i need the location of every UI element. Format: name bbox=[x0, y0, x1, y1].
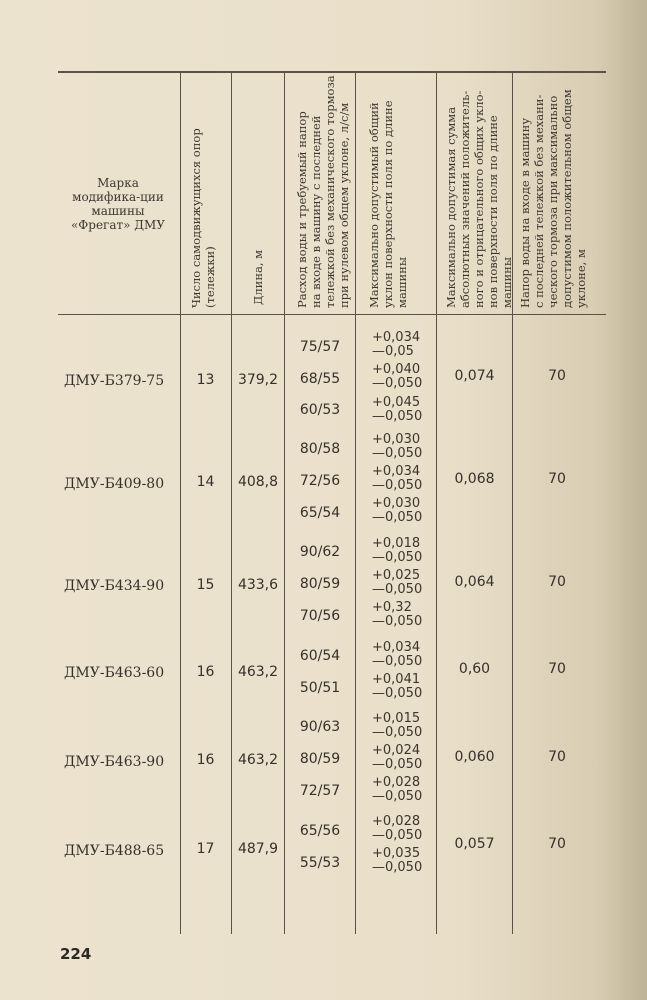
pressure-cell: 70 bbox=[548, 574, 566, 590]
flow-cell: 80/59 bbox=[299, 751, 341, 767]
slope-plus: +0,040 bbox=[372, 362, 421, 377]
model-cell: ДМУ-Б463-90 bbox=[64, 754, 165, 770]
header-line: допустимом положительном общем bbox=[560, 89, 574, 308]
column-divider bbox=[180, 72, 181, 934]
slope-minus: —0,050 bbox=[372, 376, 423, 391]
length-cell: 463,2 bbox=[237, 664, 279, 680]
slope-plus: +0,034 bbox=[372, 640, 421, 655]
slope-pair bbox=[372, 537, 422, 565]
slope-minus: —0,050 bbox=[372, 828, 423, 843]
header-line: уклон поверхности поля по длине bbox=[381, 100, 395, 308]
header-rule bbox=[58, 314, 606, 315]
pressure-cell: 70 bbox=[548, 749, 566, 765]
header-line: Напор воды на входе в машину bbox=[518, 117, 532, 308]
column-divider bbox=[436, 72, 437, 934]
header-line: Максимально допустимый общий bbox=[367, 102, 381, 308]
header-line: уклоне, м bbox=[574, 249, 588, 308]
slope-pair bbox=[372, 712, 422, 740]
slope-plus: +0,028 bbox=[372, 814, 421, 829]
sum-cell: 0,057 bbox=[454, 836, 495, 852]
slope-minus: —0,050 bbox=[372, 789, 423, 804]
model-cell: ДМУ-Б409-80 bbox=[64, 476, 165, 492]
supports-cell: 16 bbox=[196, 664, 215, 680]
header-line: на входе в машину с последней bbox=[309, 115, 323, 308]
slope-minus: —0,050 bbox=[372, 860, 423, 875]
slope-pair bbox=[372, 569, 422, 597]
sum-cell: 0,060 bbox=[454, 749, 495, 765]
top-rule bbox=[58, 71, 606, 73]
supports-cell: 13 bbox=[196, 372, 215, 388]
slope-minus: —0,050 bbox=[372, 550, 423, 565]
slope-pair bbox=[372, 497, 422, 525]
length-cell: 463,2 bbox=[237, 752, 279, 768]
slope-pair bbox=[372, 396, 422, 424]
supports-cell: 14 bbox=[196, 474, 215, 490]
slope-minus: —0,050 bbox=[372, 686, 423, 701]
slope-plus: +0,32 bbox=[372, 600, 412, 615]
header-line: ного и отрицательного общих укло- bbox=[472, 90, 486, 308]
flow-cell: 65/54 bbox=[299, 505, 341, 521]
slope-plus: +0,018 bbox=[372, 536, 421, 551]
header-line: Число самодвижущихся опор bbox=[189, 128, 203, 308]
column-divider bbox=[231, 72, 232, 934]
flow-cell: 55/53 bbox=[299, 855, 341, 871]
flow-cell: 68/55 bbox=[299, 371, 341, 387]
pressure-cell: 70 bbox=[548, 661, 566, 677]
flow-cell: 70/56 bbox=[299, 608, 341, 624]
header-line: Максимально допустимая сумма bbox=[444, 106, 458, 308]
header-line: нов поверхности поля по длине bbox=[486, 115, 500, 308]
slope-plus: +0,028 bbox=[372, 775, 421, 790]
slope-pair bbox=[372, 776, 422, 804]
slope-plus: +0,024 bbox=[372, 743, 421, 758]
length-cell: 433,6 bbox=[237, 577, 279, 593]
slope-plus: +0,030 bbox=[372, 432, 421, 447]
flow-cell: 75/57 bbox=[299, 339, 341, 355]
slope-pair bbox=[372, 673, 422, 701]
slope-minus: —0,050 bbox=[372, 409, 423, 424]
header-line: тележкой без механического тормоза bbox=[323, 75, 337, 308]
slope-minus: —0,050 bbox=[372, 478, 423, 493]
model-cell: ДМУ-Б434-90 bbox=[64, 578, 165, 594]
model-cell: ДМУ-Б379-75 bbox=[64, 373, 165, 389]
slope-pair bbox=[372, 847, 422, 875]
column-divider bbox=[355, 72, 356, 934]
header-line: машины bbox=[500, 257, 514, 308]
sum-cell: 0,064 bbox=[454, 574, 495, 590]
flow-cell: 80/59 bbox=[299, 576, 341, 592]
column-divider bbox=[284, 72, 285, 934]
slope-pair bbox=[372, 641, 422, 669]
model-cell: ДМУ-Б463-60 bbox=[64, 665, 165, 681]
slope-minus: —0,050 bbox=[372, 446, 423, 461]
pressure-cell: 70 bbox=[548, 368, 566, 384]
slope-plus: +0,045 bbox=[372, 395, 421, 410]
slope-pair bbox=[372, 433, 422, 461]
flow-cell: 90/62 bbox=[299, 544, 341, 560]
length-cell: 487,9 bbox=[237, 841, 279, 857]
slope-minus: —0,050 bbox=[372, 510, 423, 525]
flow-cell: 90/63 bbox=[299, 719, 341, 735]
sum-cell: 0,074 bbox=[454, 368, 495, 384]
slope-minus: —0,050 bbox=[372, 725, 423, 740]
sum-cell: 0,60 bbox=[458, 661, 491, 677]
supports-cell: 17 bbox=[196, 841, 215, 857]
slope-pair bbox=[372, 601, 422, 629]
model-cell: ДМУ-Б488-65 bbox=[64, 843, 165, 859]
flow-cell: 50/51 bbox=[299, 680, 341, 696]
header-line: Длина, м bbox=[251, 249, 265, 305]
slope-plus: +0,034 bbox=[372, 330, 421, 345]
header-line: машины bbox=[395, 257, 409, 308]
slope-pair bbox=[372, 363, 422, 391]
slope-plus: +0,035 bbox=[372, 846, 421, 861]
flow-cell: 72/57 bbox=[299, 783, 341, 799]
pressure-cell: 70 bbox=[548, 471, 566, 487]
flow-cell: 72/56 bbox=[299, 473, 341, 489]
slope-plus: +0,034 bbox=[372, 464, 421, 479]
slope-pair bbox=[372, 744, 422, 772]
header-line: с последней тележкой без механи- bbox=[532, 94, 546, 308]
flow-cell: 65/56 bbox=[299, 823, 341, 839]
header-model: Марка модифика-ции машины «Фрегат» ДМУ bbox=[70, 176, 166, 232]
slope-minus: —0,05 bbox=[372, 344, 414, 359]
supports-cell: 16 bbox=[196, 752, 215, 768]
slope-plus: +0,025 bbox=[372, 568, 421, 583]
slope-pair bbox=[372, 815, 422, 843]
header-line: (тележки) bbox=[203, 246, 217, 308]
slope-minus: —0,050 bbox=[372, 582, 423, 597]
pressure-cell: 70 bbox=[548, 836, 566, 852]
supports-cell: 15 bbox=[196, 577, 215, 593]
length-cell: 379,2 bbox=[237, 372, 279, 388]
slope-minus: —0,050 bbox=[372, 654, 423, 669]
sum-cell: 0,068 bbox=[454, 471, 495, 487]
slope-plus: +0,030 bbox=[372, 496, 421, 511]
flow-cell: 80/58 bbox=[299, 441, 341, 457]
slope-plus: +0,041 bbox=[372, 672, 421, 687]
slope-pair bbox=[372, 331, 420, 359]
page-number: 224 bbox=[60, 945, 92, 963]
length-cell: 408,8 bbox=[237, 474, 279, 490]
slope-plus: +0,015 bbox=[372, 711, 421, 726]
slope-minus: —0,050 bbox=[372, 757, 423, 772]
header-line: ческого тормоза при максимально bbox=[546, 95, 560, 308]
slope-minus: —0,050 bbox=[372, 614, 423, 629]
header-line: Расход воды и требуемый напор bbox=[295, 111, 309, 308]
flow-cell: 60/53 bbox=[299, 402, 341, 418]
slope-pair bbox=[372, 465, 422, 493]
header-line: при нулевом общем уклоне, л/с/м bbox=[337, 102, 351, 308]
header-line: абсолютных значений положитель- bbox=[458, 90, 472, 308]
flow-cell: 60/54 bbox=[299, 648, 341, 664]
